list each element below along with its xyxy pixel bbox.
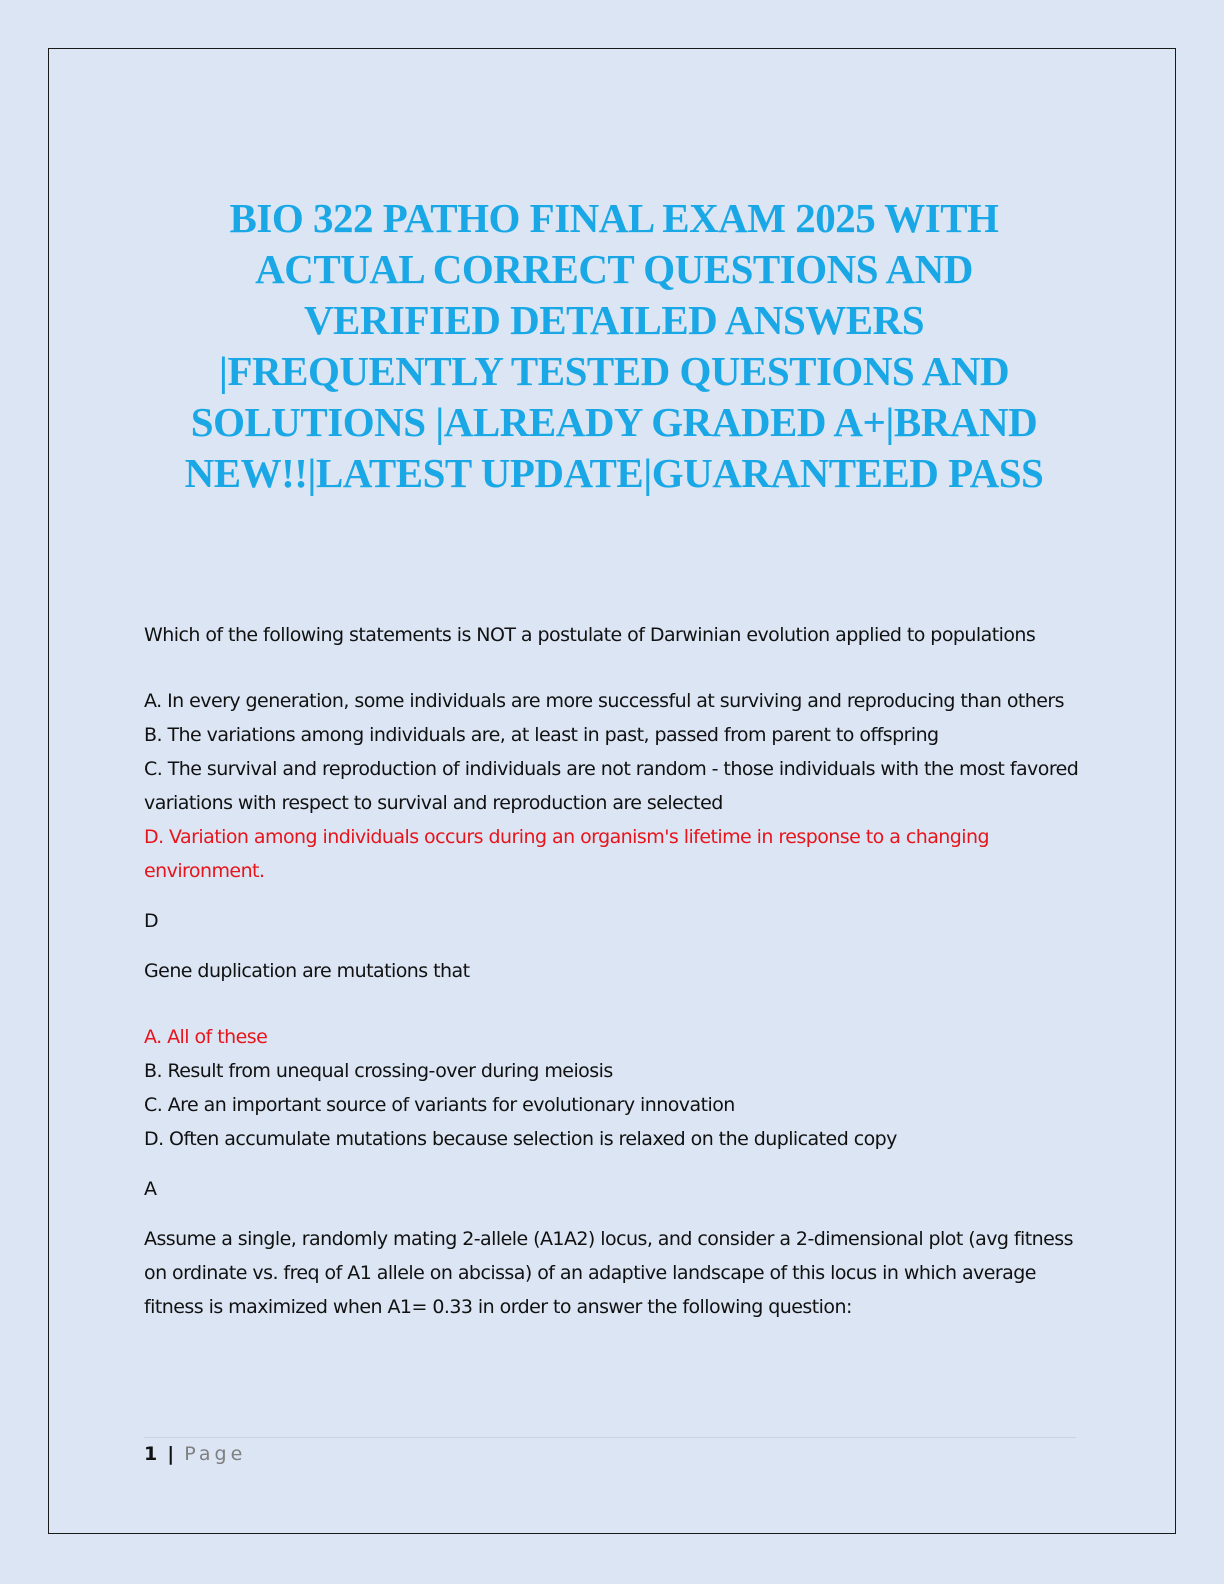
title-line: SOLUTIONS |ALREADY GRADED A+|BRAND <box>190 399 1038 445</box>
answer-option: D. Often accumulate mutations because selection is relaxed on the duplicated copy <box>144 1128 897 1150</box>
correct-answer-option: D. Variation among individuals occurs during an organism's lifetime in response to a changing environment. <box>144 826 990 882</box>
footer-separator: | <box>167 1443 175 1465</box>
question-prompt: Assume a single, randomly mating 2-allele (A1A2) locus, and consider a 2-dimensional plot (avg fitness on ordinate vs. freq of A1 allele on abcissa) of an adaptive landscape of this locus in which average fitness is maximized when A1= 0.33 in order to answer the following question: <box>144 1228 1073 1318</box>
answer-option: A. In every generation, some individuals are more successful at surviving and reproducing than others <box>144 690 1065 712</box>
correct-answer-option: A. All of these <box>144 1026 268 1048</box>
answer-option: B. The variations among individuals are, at least in past, passed from parent to offspring <box>144 724 939 746</box>
page-label: Page <box>184 1443 247 1465</box>
answer-key: A <box>144 1178 157 1200</box>
answer-option: C. Are an important source of variants for evolutionary innovation <box>144 1094 735 1116</box>
answer-option: C. The survival and reproduction of individuals are not random - those individuals with the most favored variations with respect to survival and reproduction are selected <box>144 758 1079 814</box>
question-1 <box>144 618 1084 954</box>
footer-divider <box>144 1437 1076 1438</box>
answer-key: D <box>144 910 159 932</box>
title-line: NEW!!|LATEST UPDATE|GUARANTEED PASS <box>184 450 1044 496</box>
page-number: 1 <box>144 1443 158 1465</box>
title-line: VERIFIED DETAILED ANSWERS <box>303 297 925 343</box>
question-2 <box>144 954 1084 1222</box>
document-title <box>120 193 1108 499</box>
title-line: ACTUAL CORRECT QUESTIONS AND <box>255 246 973 292</box>
page-footer <box>144 1440 246 1468</box>
title-line: BIO 322 PATHO FINAL EXAM 2025 WITH <box>229 195 999 241</box>
question-3 <box>144 1222 1084 1324</box>
title-line: |FREQUENTLY TESTED QUESTIONS AND <box>218 348 1010 394</box>
question-prompt: Gene duplication are mutations that <box>144 960 470 982</box>
question-prompt: Which of the following statements is NOT a postulate of Darwinian evolution applied to populations <box>144 624 1036 646</box>
exam-content <box>144 618 1084 1324</box>
answer-option: B. Result from unequal crossing-over during meiosis <box>144 1060 613 1082</box>
